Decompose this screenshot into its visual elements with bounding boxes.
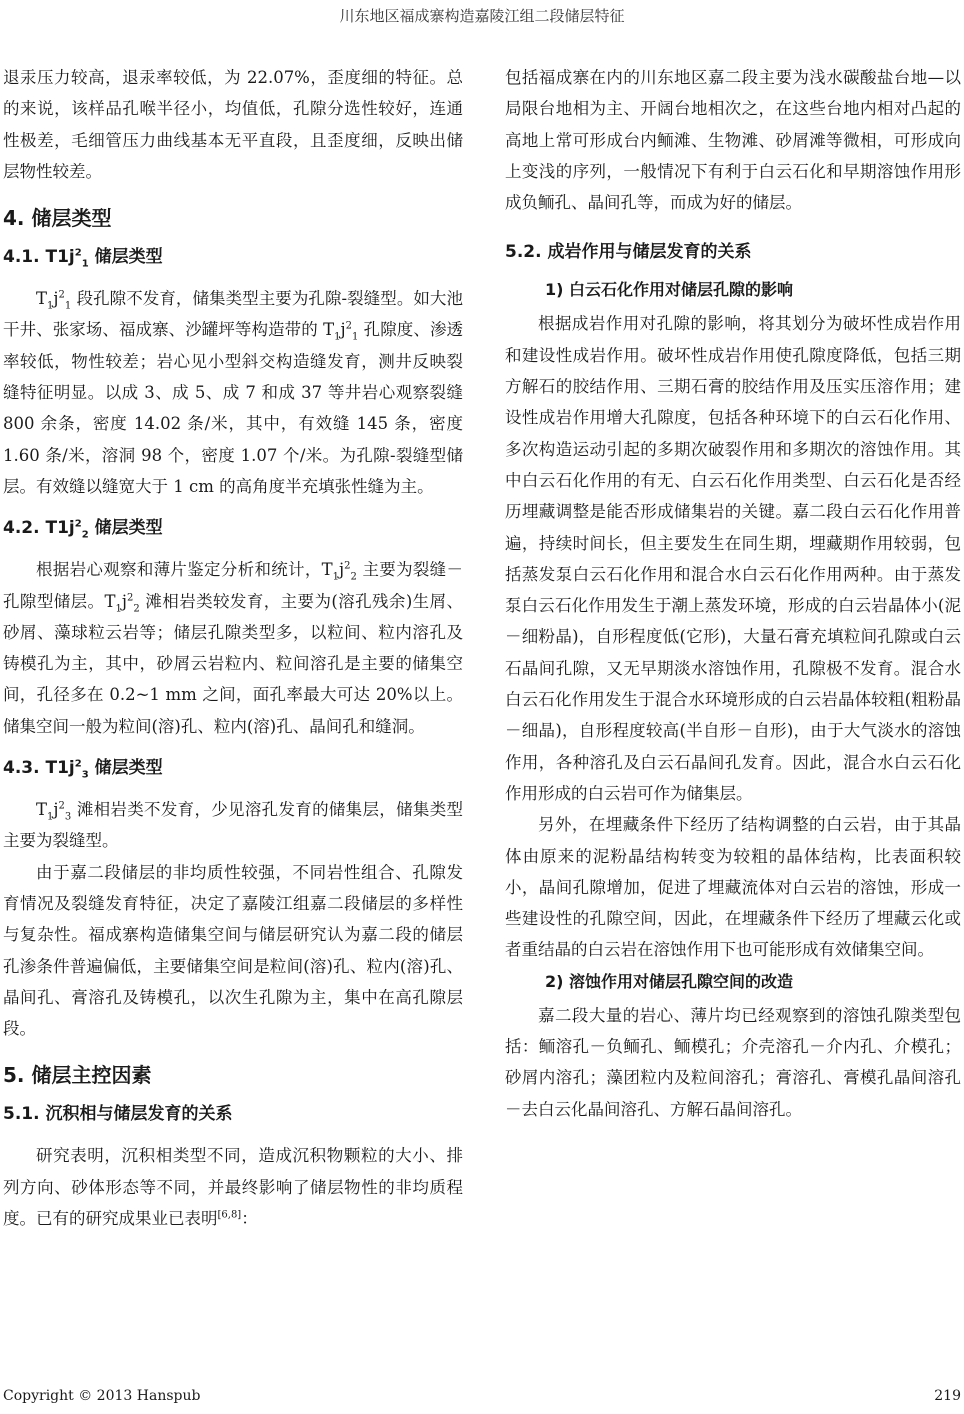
section-5-2-heading: 5.2. 成岩作用与储层发育的关系 [505, 242, 752, 263]
copyright: Copyright © 2013 Hanspub [3, 1388, 201, 1404]
section-4-2-heading: 4.2. $T1j^2_2$ 储层类型 [3, 518, 163, 541]
page-number: 219 [934, 1388, 961, 1404]
paragraph-burial: 另外，在埋藏条件下经历了结构调整的白云岩，由于其晶体由原来的泥粉晶结构转变为较粗的晶体结构，比表面积较小，晶间孔隙增加，促进了埋藏流体对白云岩的溶蚀，形成一些建设性的孔隙空间，因此，在埋藏条件下经历了埋藏云化或者重结晶的白云岩在溶蚀作用下也可能形成有效储集空间。 [505, 815, 961, 960]
citation-ref[interactable]: [6,8] [217, 1209, 242, 1221]
paragraph-4-3a: $T_1j^2_3$ 滩相岩类不发育，少见溶孔发育的储集层，储集类型主要为裂缝型。 [3, 800, 463, 851]
left-column [3, 62, 463, 1234]
section-5-1-heading: 5.1. 沉积相与储层发育的关系 [3, 1104, 233, 1125]
paragraph-5-1-cont: 包括福成寨在内的川东地区嘉二段主要为浅水碳酸盐台地—以局限台地相为主、开阔台地相次之，在这些台地内相对凸起的高地上常可形成台内鲕滩、生物滩、砂屑滩等微相，可形成向上变浅的序列，一般情况下有利于白云石化和早期溶蚀作用形成负鲕孔、晶间孔等，而成为好的储层。 [505, 68, 961, 213]
paragraph-5-1: 研究表明，沉积相类型不同，造成沉积物颗粒的大小、排列方向、砂体形态等不同，并最终影响了储层物性的非均质程度。已有的研究成果业已表明[6,8]： [3, 1146, 463, 1229]
running-header: 川东地区福成寨构造嘉陵江组二段储层特征 [339, 7, 625, 25]
paragraph-4-2: 根据岩心观察和薄片鉴定分析和统计，$T_1j^2_2$ 主要为裂缝－孔隙型储层。$T_1j^2_2$ 滩相岩类较发育，主要为(溶孔残余)生屑、砂屑、藻球粒云岩等；储层孔隙类型多，以粒间、粒内溶孔及铸模孔为主，其中，砂屑云岩粒内、粒间溶孔是主要的储集空间，孔径多在 0.2~1 mm 之间，面孔率最大可达 20%以上。储集空间一般为粒间(溶)孔、粒内(溶)孔、晶间孔和缝洞。 [3, 560, 463, 736]
paragraph-dolomitization: 根据成岩作用对孔隙的影响，将其划分为破坏性成岩作用和建设性成岩作用。破坏性成岩作用使孔隙度降低，包括三期方解石的胶结作用、三期石膏的胶结作用及压实压溶作用；建设性成岩作用增大孔隙度，包括各种环境下的白云石化作用、多次构造运动引起的多期次破裂作用和多期次的溶蚀作用。其中白云石化作用的有无、白云石化作用类型、白云石化是否经历埋藏调整是能否形成储集岩的关键。嘉二段白云石化作用普遍，持续时间长，但主要发生在同生期，埋藏期作用较弱，包括蒸发泵白云石化作用和混合水白云石化作用两种。由于蒸发泵白云石化作用发生于潮上蒸发环境，形成的白云岩晶体小(泥－细粉晶)，自形程度低(它形)，大量石膏充填粒间孔隙或白云石晶间孔隙，又无早期淡水溶蚀作用，孔隙极不发育。混合水白云石化作用发生于混合水环境形成的白云岩晶体较粗(粗粉晶－细晶)，自形程度较高(半自形－自形)，由于大气淡水的溶蚀作用，各种溶孔及白云石晶间孔发育。因此，混合水白云石化作用形成的白云岩可作为储集层。 [505, 314, 961, 803]
paragraph-intro: 退汞压力较高，退汞率较低，为 22.07%，歪度细的特征。总的来说，该样品孔喉半径小，均值低，孔隙分选性较好，连通性极差，毛细管压力曲线基本无平直段，且歪度细，反映出储层物性较差。 [3, 68, 463, 181]
subsection-1-heading: 1) 白云石化作用对储层孔隙的影响 [545, 280, 794, 300]
section-5-heading: 5. 储层主控因素 [3, 1063, 152, 1088]
paragraph-4-1: $T_1j^2_1$ 段孔隙不发育，储集类型主要为孔隙-裂缝型。如大池干井、张家场、福成寨、沙罐坪等构造带的 $T_1j^2_1$ 孔隙度、渗透率较低，物性较差；岩心见小型斜交构造缝发育，测井反映裂缝特征明显。以成 3、成 5、成 7 和成 37 等井岩心观察裂缝 800 余条，密度 14.02 条/米，其中，有效缝 145 条，密度 1.60 条/米，溶洞 98 个，密度 1.07 个/米。为孔隙-裂缝型储层。有效缝以缝宽大于 1 cm 的高角度半充填张性缝为主。 [3, 289, 464, 496]
section-4-3-heading: 4.3. $T1j^2_3$ 储层类型 [3, 758, 163, 781]
paragraph-4-3b: 由于嘉二段储层的非均质性较强，不同岩性组合、孔隙发育情况及裂缝发育特征，决定了嘉陵江组嘉二段储层的多样性与复杂性。福成寨构造储集空间与储层研究认为嘉二段的储层孔渗条件普遍偏低，主要储集空间是粒间(溶)孔、粒内(溶)孔、晶间孔、膏溶孔及铸模孔，以次生孔隙为主，集中在高孔隙层段。 [3, 862, 463, 1039]
subsection-2-heading: 2) 溶蚀作用对储层孔隙空间的改造 [545, 971, 794, 991]
paragraph-dissolution: 嘉二段大量的岩心、薄片均已经观察到的溶蚀孔隙类型包括：鲕溶孔－负鲕孔、鲕模孔；介壳溶孔－介内孔、介模孔；砂屑内溶孔；藻团粒内及粒间溶孔；膏溶孔、膏模孔晶间溶孔－去白云化晶间溶孔、方解石晶间溶孔。 [505, 1005, 961, 1119]
section-4-1-heading: 4.1. $T1j^2_1$ 储层类型 [3, 247, 163, 270]
section-4-heading: 4. 储层类型 [3, 206, 112, 231]
right-column [505, 62, 961, 1125]
